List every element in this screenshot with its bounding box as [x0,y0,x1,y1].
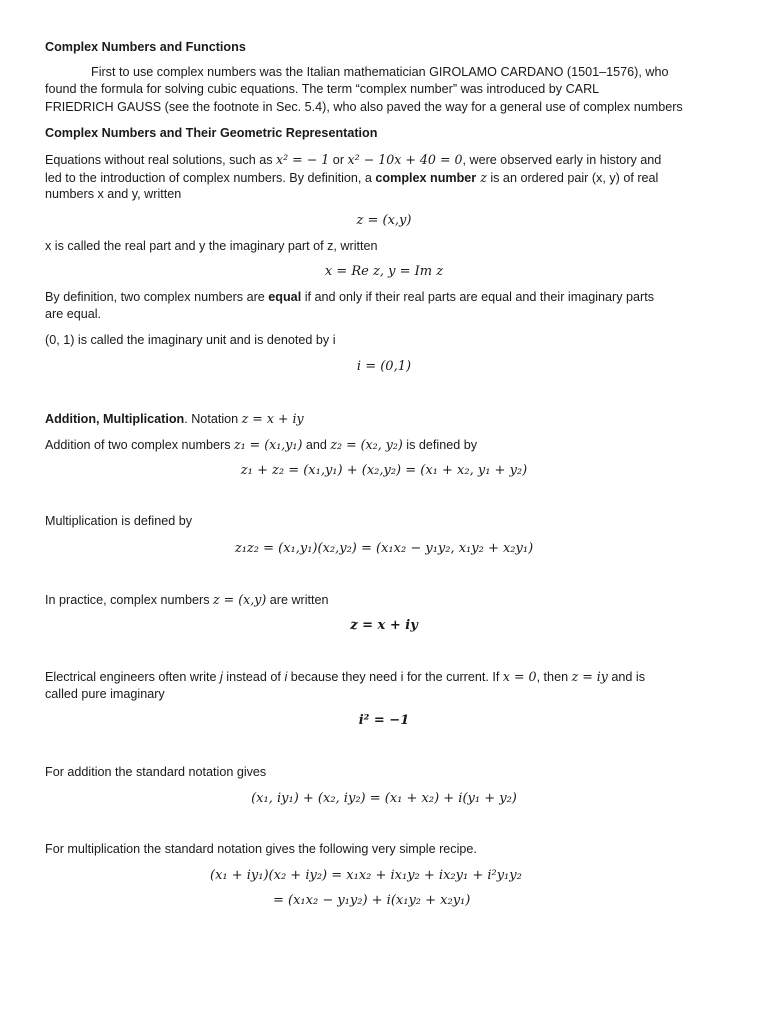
paragraph-electrical-line-1: Electrical engineers often write j instead of i because they need i for the current. If x = 0, then z = iy and is [45,669,646,684]
paragraph-standard-multiplication: For multiplication the standard notation gives the following very simple recipe. [45,842,477,856]
equation-ordered-pair: z = (x,y) [356,213,412,228]
math-inline: z = x + iy [241,411,304,426]
equation-standard-multiplication-line-2: = (x₁x₂ − y₁y₂) + i(x₁y₂ + x₂y₁) [273,893,471,908]
equation-multiplication: z₁z₂ = (x₁,y₁)(x₂,y₂) = (x₁x₂ − y₁y₂, x₁y₂ + x₂y₁) [234,541,534,556]
paragraph-practice: In practice, complex numbers z = (x,y) are written [45,592,329,607]
paragraph-equations-line-2: led to the introduction of complex numbers. By definition, a complex number z is an ordered pair (x, y) of real [45,170,659,185]
intro-line-1: First to use complex numbers was the Italian mathematician GIROLAMO CARDANO (1501–1576), who [91,65,669,79]
paragraph-electrical-line-2: called pure imaginary [45,687,165,701]
math-inline: x² − 10x + 40 = 0 [347,152,463,167]
math-inline: x² = − 1 [276,152,330,167]
section-heading-addition: Addition, Multiplication. Notation z = x + iy [45,411,304,426]
intro-line-2: found the formula for solving cubic equations. The term “complex number” was introduced by CARL [45,82,600,96]
equation-standard-addition: (x₁, iy₁) + (x₂, iy₂) = (x₁ + x₂) + i(y₁ + y₂) [251,791,517,806]
equation-addition: z₁ + z₂ = (x₁,y₁) + (x₂,y₂) = (x₁ + x₂, y₁ + y₂) [240,463,528,478]
paragraph-addition: Addition of two complex numbers z₁ = (x₁,y₁) and z₂ = (x₂, y₂) is defined by [45,437,478,452]
equation-re-im: x = Re z, y = Im z [324,264,444,279]
section-heading-geometric: Complex Numbers and Their Geometric Representation [45,126,378,140]
paragraph-standard-addition: For addition the standard notation gives [45,765,267,779]
paragraph-real-imag: x is called the real part and y the imaginary part of z, written [45,239,378,253]
equation-i-squared: i² = −1 [358,713,410,728]
paragraph-equal-line-2: are equal. [45,307,102,321]
document-title: Complex Numbers and Functions [45,40,246,54]
paragraph-equations-line-1: Equations without real solutions, such as x² = − 1 or x² − 10x + 40 = 0, were observed early in history and [45,152,662,167]
equation-standard-form: z = x + iy [350,618,418,633]
term-equal: equal [268,290,302,304]
term-complex-number: complex number [375,171,477,185]
paragraph-multiplication: Multiplication is defined by [45,514,193,528]
paragraph-imaginary-unit: (0, 1) is called the imaginary unit and is denoted by i [45,333,336,347]
equation-i: i = (0,1) [356,359,412,374]
equation-standard-multiplication-line-1: (x₁ + iy₁)(x₂ + iy₂) = x₁x₂ + ix₁y₂ + ix₂y₁ + i²y₁y₂ [210,868,522,883]
paragraph-equal-line-1: By definition, two complex numbers are equal if and only if their real parts are equal and their imaginary parts [45,290,655,304]
paragraph-equations-line-3: numbers x and y, written [45,187,182,201]
intro-line-3: FRIEDRICH GAUSS (see the footnote in Sec. 5.4), who also paved the way for a general use of complex numbers [45,100,683,114]
